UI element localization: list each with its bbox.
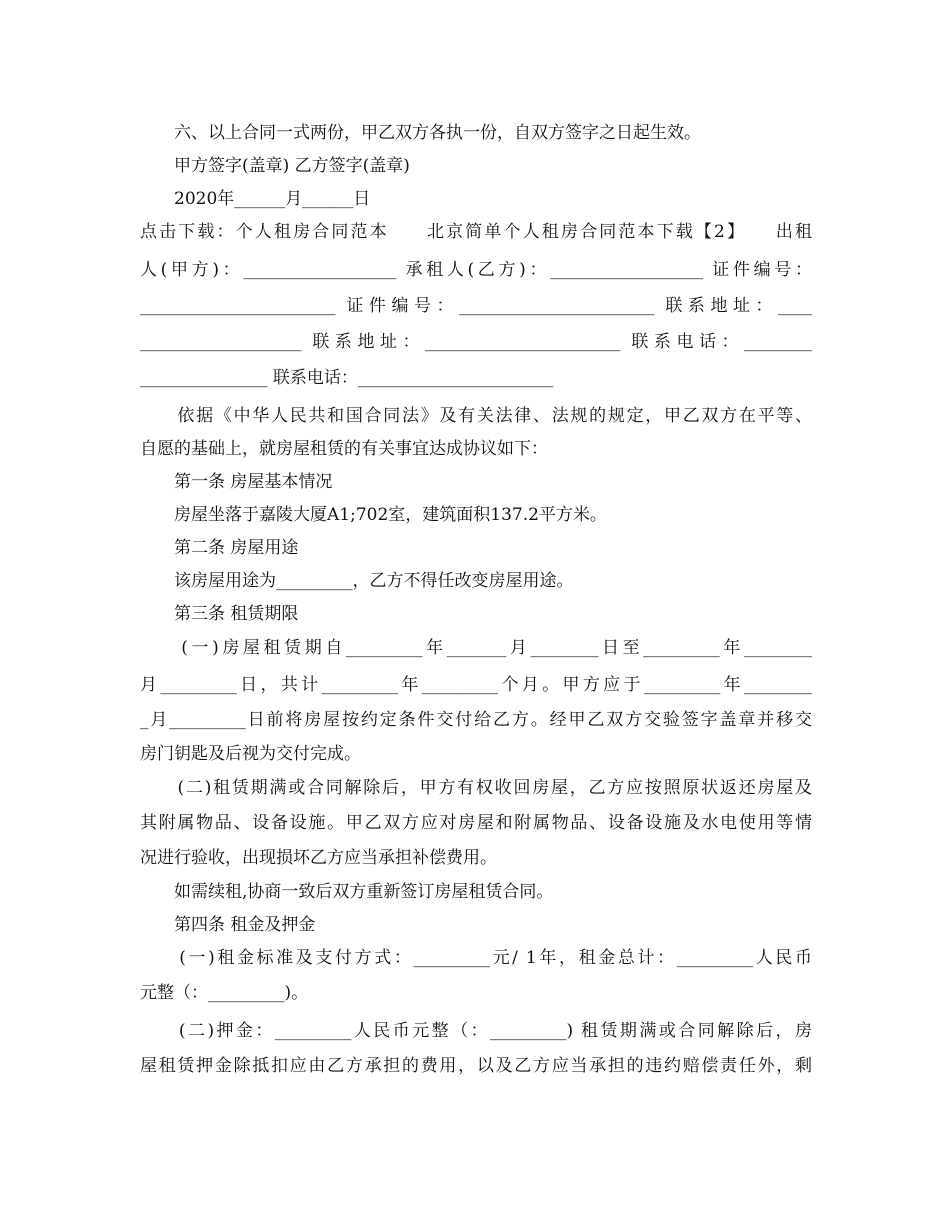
return-clause-line: (二)租赁期满或合同解除后，甲方有权收回房屋，乙方应按照原状返还房屋及 [140,778,812,798]
party-info-line: 人(甲方)：__________________ 承租人(乙方)：__________________ 证件编号： [140,260,812,280]
lease-term-line: 月_________日，共计_________年_________个月。甲方应于_________年________ [140,675,812,695]
article-three-heading: 第三条 租赁期限 [140,604,299,624]
download-line: 点击下载：个人租房合同范本 北京简单个人租房合同范本下载【2】 出租 [140,222,812,242]
signature-line: 甲方签字(盖章) 乙方签字(盖章) [140,156,410,176]
party-info-line: _______________ 联系电话：_______________________ [140,368,554,388]
article-one-text: 房屋坐落于嘉陵大厦A1;702室，建筑面积137.2平方米。 [140,505,607,525]
lease-term-line: _月_________日前将房屋按约定条件交付给乙方。经甲乙双方交验签字盖章并移交 [140,710,812,730]
preamble-line: 依据《中华人民共和国合同法》及有关法律、法规的规定，甲乙双方在平等、 [140,406,812,426]
article-one-heading: 第一条 房屋基本情况 [140,472,333,492]
article-four-heading: 第四条 租金及押金 [140,915,316,935]
preamble-line: 自愿的基础上，就房屋租赁的有关事宜达成协议如下： [140,439,548,459]
deposit-line: (二)押金：_________人民币元整（：_________) 租赁期满或合同解除后，房 [140,1021,812,1041]
date-line: 2020年______月______日 [140,189,371,209]
return-clause-line: 况进行验收，出现损坏乙方应当承担补偿费用。 [140,848,497,868]
article-two-heading: 第二条 房屋用途 [140,538,299,558]
party-info-line: _______________________ 证件编号：_______________________ 联系地址：____ [140,296,812,316]
rent-line: (一)租金标准及支付方式：_________元/ 1年，租金总计：_________人民币 [140,948,812,968]
lease-term-line: 房门钥匙及后视为交付完成。 [140,744,361,764]
deposit-line: 屋租赁押金除抵扣应由乙方承担的费用，以及乙方应当承担的违约赔偿责任外，剩 [140,1056,812,1076]
lease-term-line: (一)房屋租赁期自_________年_______月________日至_________年________ [140,638,812,658]
renewal-line: 如需续租,协商一致后双方重新签订房屋租赁合同。 [140,882,554,902]
party-info-line: ___________________ 联系地址：_______________________ 联系电话：________ [140,332,812,352]
clause-six-effective: 六、以上合同一式两份，甲乙双方各执一份，自双方签字之日起生效。 [140,123,701,143]
return-clause-line: 其附属物品、设备设施。甲乙双方应对房屋和附属物品、设备设施及水电使用等情 [140,813,812,833]
article-two-text: 该房屋用途为_________，乙方不得任改变房屋用途。 [140,571,574,591]
rent-line: 元整（：_________)。 [140,983,309,1003]
